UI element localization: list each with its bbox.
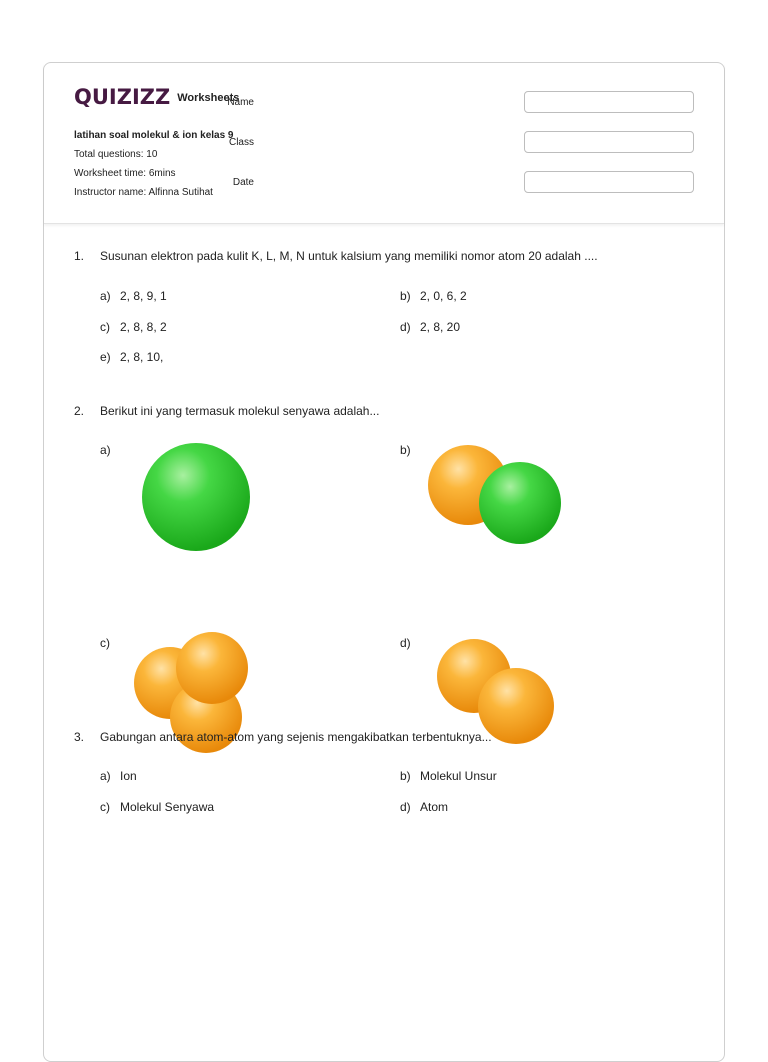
question-text: Gabungan antara atom-atom yang sejenis mengakibatkan terbentuknya... (100, 730, 492, 744)
option-letter: a) (100, 443, 111, 457)
option-a[interactable] (100, 769, 137, 783)
instructor-name: Instructor name: Alfinna Sutihat (74, 187, 213, 198)
option-letter: a) (100, 769, 111, 783)
option-letter: e) (100, 350, 111, 364)
option-text: 2, 8, 10, (120, 350, 164, 364)
worksheet-header (44, 63, 724, 224)
option-text: Molekul Senyawa (120, 800, 215, 814)
class-label: Class (228, 137, 254, 148)
question-number: 1. (74, 249, 85, 263)
option-letter: d) (400, 320, 411, 334)
option-letter: d) (400, 800, 411, 814)
question-number: 3. (74, 730, 85, 744)
option-b[interactable] (400, 443, 570, 563)
worksheet-meta (74, 126, 234, 202)
orange-green-molecule-image (422, 439, 564, 551)
option-c[interactable] (100, 800, 214, 814)
date-label: Date (232, 177, 254, 188)
option-e[interactable] (100, 350, 163, 364)
option-letter: d) (400, 636, 411, 650)
option-letter: b) (400, 443, 411, 457)
logo-subtitle: Worksheets (177, 92, 240, 104)
orange-atom (176, 632, 248, 704)
option-text: 2, 8, 20 (420, 320, 461, 334)
option-text: Atom (420, 800, 449, 814)
worksheet-sheet (43, 62, 725, 1062)
option-d[interactable] (400, 800, 448, 814)
option-d[interactable] (400, 320, 460, 334)
question-text: Berikut ini yang termasuk molekul senyawa adalah... (100, 404, 380, 418)
question-number: 2. (74, 404, 85, 418)
worksheet-time: Worksheet time: 6mins (74, 168, 176, 179)
name-label: Name (227, 97, 254, 108)
option-a[interactable] (100, 443, 260, 563)
option-letter: b) (400, 289, 411, 303)
option-a[interactable] (100, 289, 167, 303)
worksheet-title: latihan soal molekul & ion kelas 9 (74, 130, 234, 141)
option-text: 2, 8, 8, 2 (120, 320, 167, 334)
option-letter: c) (100, 320, 110, 334)
option-c[interactable] (100, 320, 167, 334)
option-text: Ion (120, 769, 137, 783)
question-text: Susunan elektron pada kulit K, L, M, N untuk kalsium yang memiliki nomor atom 20 adalah .... (100, 249, 598, 263)
option-b[interactable] (400, 289, 467, 303)
class-field[interactable] (524, 131, 694, 153)
single-green-atom-image (142, 439, 254, 559)
quizizz-logo: QUIZIZZ (74, 85, 171, 109)
option-text: 2, 8, 9, 1 (120, 289, 167, 303)
option-b[interactable] (400, 769, 497, 783)
option-text: 2, 0, 6, 2 (420, 289, 467, 303)
option-letter: b) (400, 769, 411, 783)
date-field[interactable] (524, 171, 694, 193)
name-field[interactable] (524, 91, 694, 113)
total-questions: Total questions: 10 (74, 149, 158, 160)
option-letter: c) (100, 800, 110, 814)
option-text: Molekul Unsur (420, 769, 497, 783)
green-atom (479, 462, 561, 544)
option-letter: c) (100, 636, 110, 650)
option-letter: a) (100, 289, 111, 303)
logo (74, 85, 239, 109)
green-atom (142, 443, 250, 551)
